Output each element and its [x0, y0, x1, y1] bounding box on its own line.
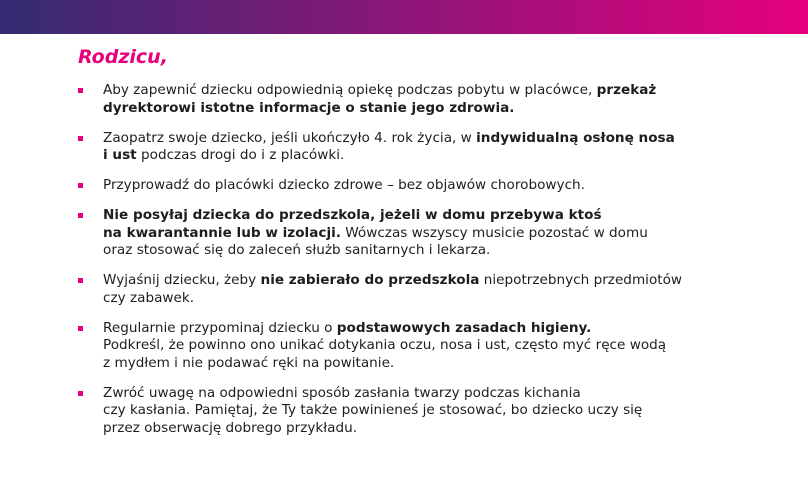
text: przez obserwację dobrego przykładu.	[103, 419, 358, 436]
text: czy kasłania. Pamiętaj, że Ty także powinieneś je stosować, bo dziecko uczy się	[103, 402, 643, 418]
document-content	[78, 44, 768, 450]
bold-text: na kwarantannie lub w izolacji.	[103, 224, 341, 241]
text: z mydłem i nie podawać ręki na powitanie.	[103, 354, 395, 371]
list-item-line	[103, 402, 768, 420]
list-item	[78, 385, 768, 438]
list-item-line	[103, 100, 768, 118]
list-item-line	[103, 82, 768, 100]
bold-text: i ust	[103, 147, 137, 163]
list-item	[78, 320, 768, 373]
list-item-line	[103, 320, 768, 338]
text: Regularnie przypominaj dziecku o	[103, 319, 337, 336]
square-bullet-icon	[78, 391, 83, 396]
guidelines-list	[78, 82, 768, 437]
text: Przyprowadź do placówki dziecko zdrowe – bez objawów chorobowych.	[103, 177, 585, 193]
list-item	[78, 130, 768, 165]
text: oraz stosować się do zaleceń służb sanitarnych i lekarza.	[103, 242, 491, 258]
text: Zwróć uwagę na odpowiedni sposób zasłania twarzy podczas kichania	[103, 384, 581, 401]
list-item-line	[103, 147, 768, 165]
page-heading: Rodzicu,	[78, 46, 168, 68]
list-item	[78, 272, 768, 307]
top-gradient-bar	[0, 0, 808, 34]
bold-text: Nie posyłaj dziecka do przedszkola, jeżeli w domu przebywa ktoś	[103, 207, 602, 223]
text: podczas drogi do i z placówki.	[136, 147, 345, 163]
text: Podkreśl, że powinno ono unikać dotykania oczu, nosa i ust, często myć ręce wodą	[103, 337, 667, 353]
bold-text: nie zabierało do przedszkola	[260, 272, 480, 288]
text: czy zabawek.	[103, 289, 195, 306]
list-item-line	[103, 420, 768, 438]
square-bullet-icon	[78, 213, 83, 218]
text: Wyjaśnij dziecku, żeby	[103, 272, 261, 288]
list-item	[78, 82, 768, 117]
list-item-line	[103, 355, 768, 373]
bold-text: podstawowych zasadach higieny.	[336, 319, 592, 336]
bold-text: dyrektorowi istotne informacje o stanie jego zdrowia.	[103, 99, 515, 116]
bold-text: indywidualną osłonę nosa	[476, 129, 675, 146]
text: Wówczas wszyscy musicie pozostać w domu	[340, 224, 648, 241]
list-item-line	[103, 337, 768, 355]
square-bullet-icon	[78, 136, 83, 141]
list-item	[78, 177, 768, 195]
square-bullet-icon	[78, 326, 83, 331]
list-item-line	[103, 272, 768, 290]
bold-text: przekaż	[596, 82, 657, 98]
list-item-line	[103, 385, 768, 403]
list-item-line	[103, 242, 768, 260]
list-item	[78, 207, 768, 260]
list-item-line	[103, 130, 768, 148]
list-item-line	[103, 225, 768, 243]
text: Zaopatrz swoje dziecko, jeśli ukończyło 4. rok życia, w	[103, 129, 477, 146]
list-item-line	[103, 177, 768, 195]
text: niepotrzebnych przedmiotów	[479, 272, 683, 288]
list-item-line	[103, 290, 768, 308]
list-item-line	[103, 207, 768, 225]
square-bullet-icon	[78, 183, 83, 188]
square-bullet-icon	[78, 88, 83, 93]
text: Aby zapewnić dziecku odpowiednią opiekę podczas pobytu w placówce,	[103, 82, 597, 98]
square-bullet-icon	[78, 278, 83, 283]
